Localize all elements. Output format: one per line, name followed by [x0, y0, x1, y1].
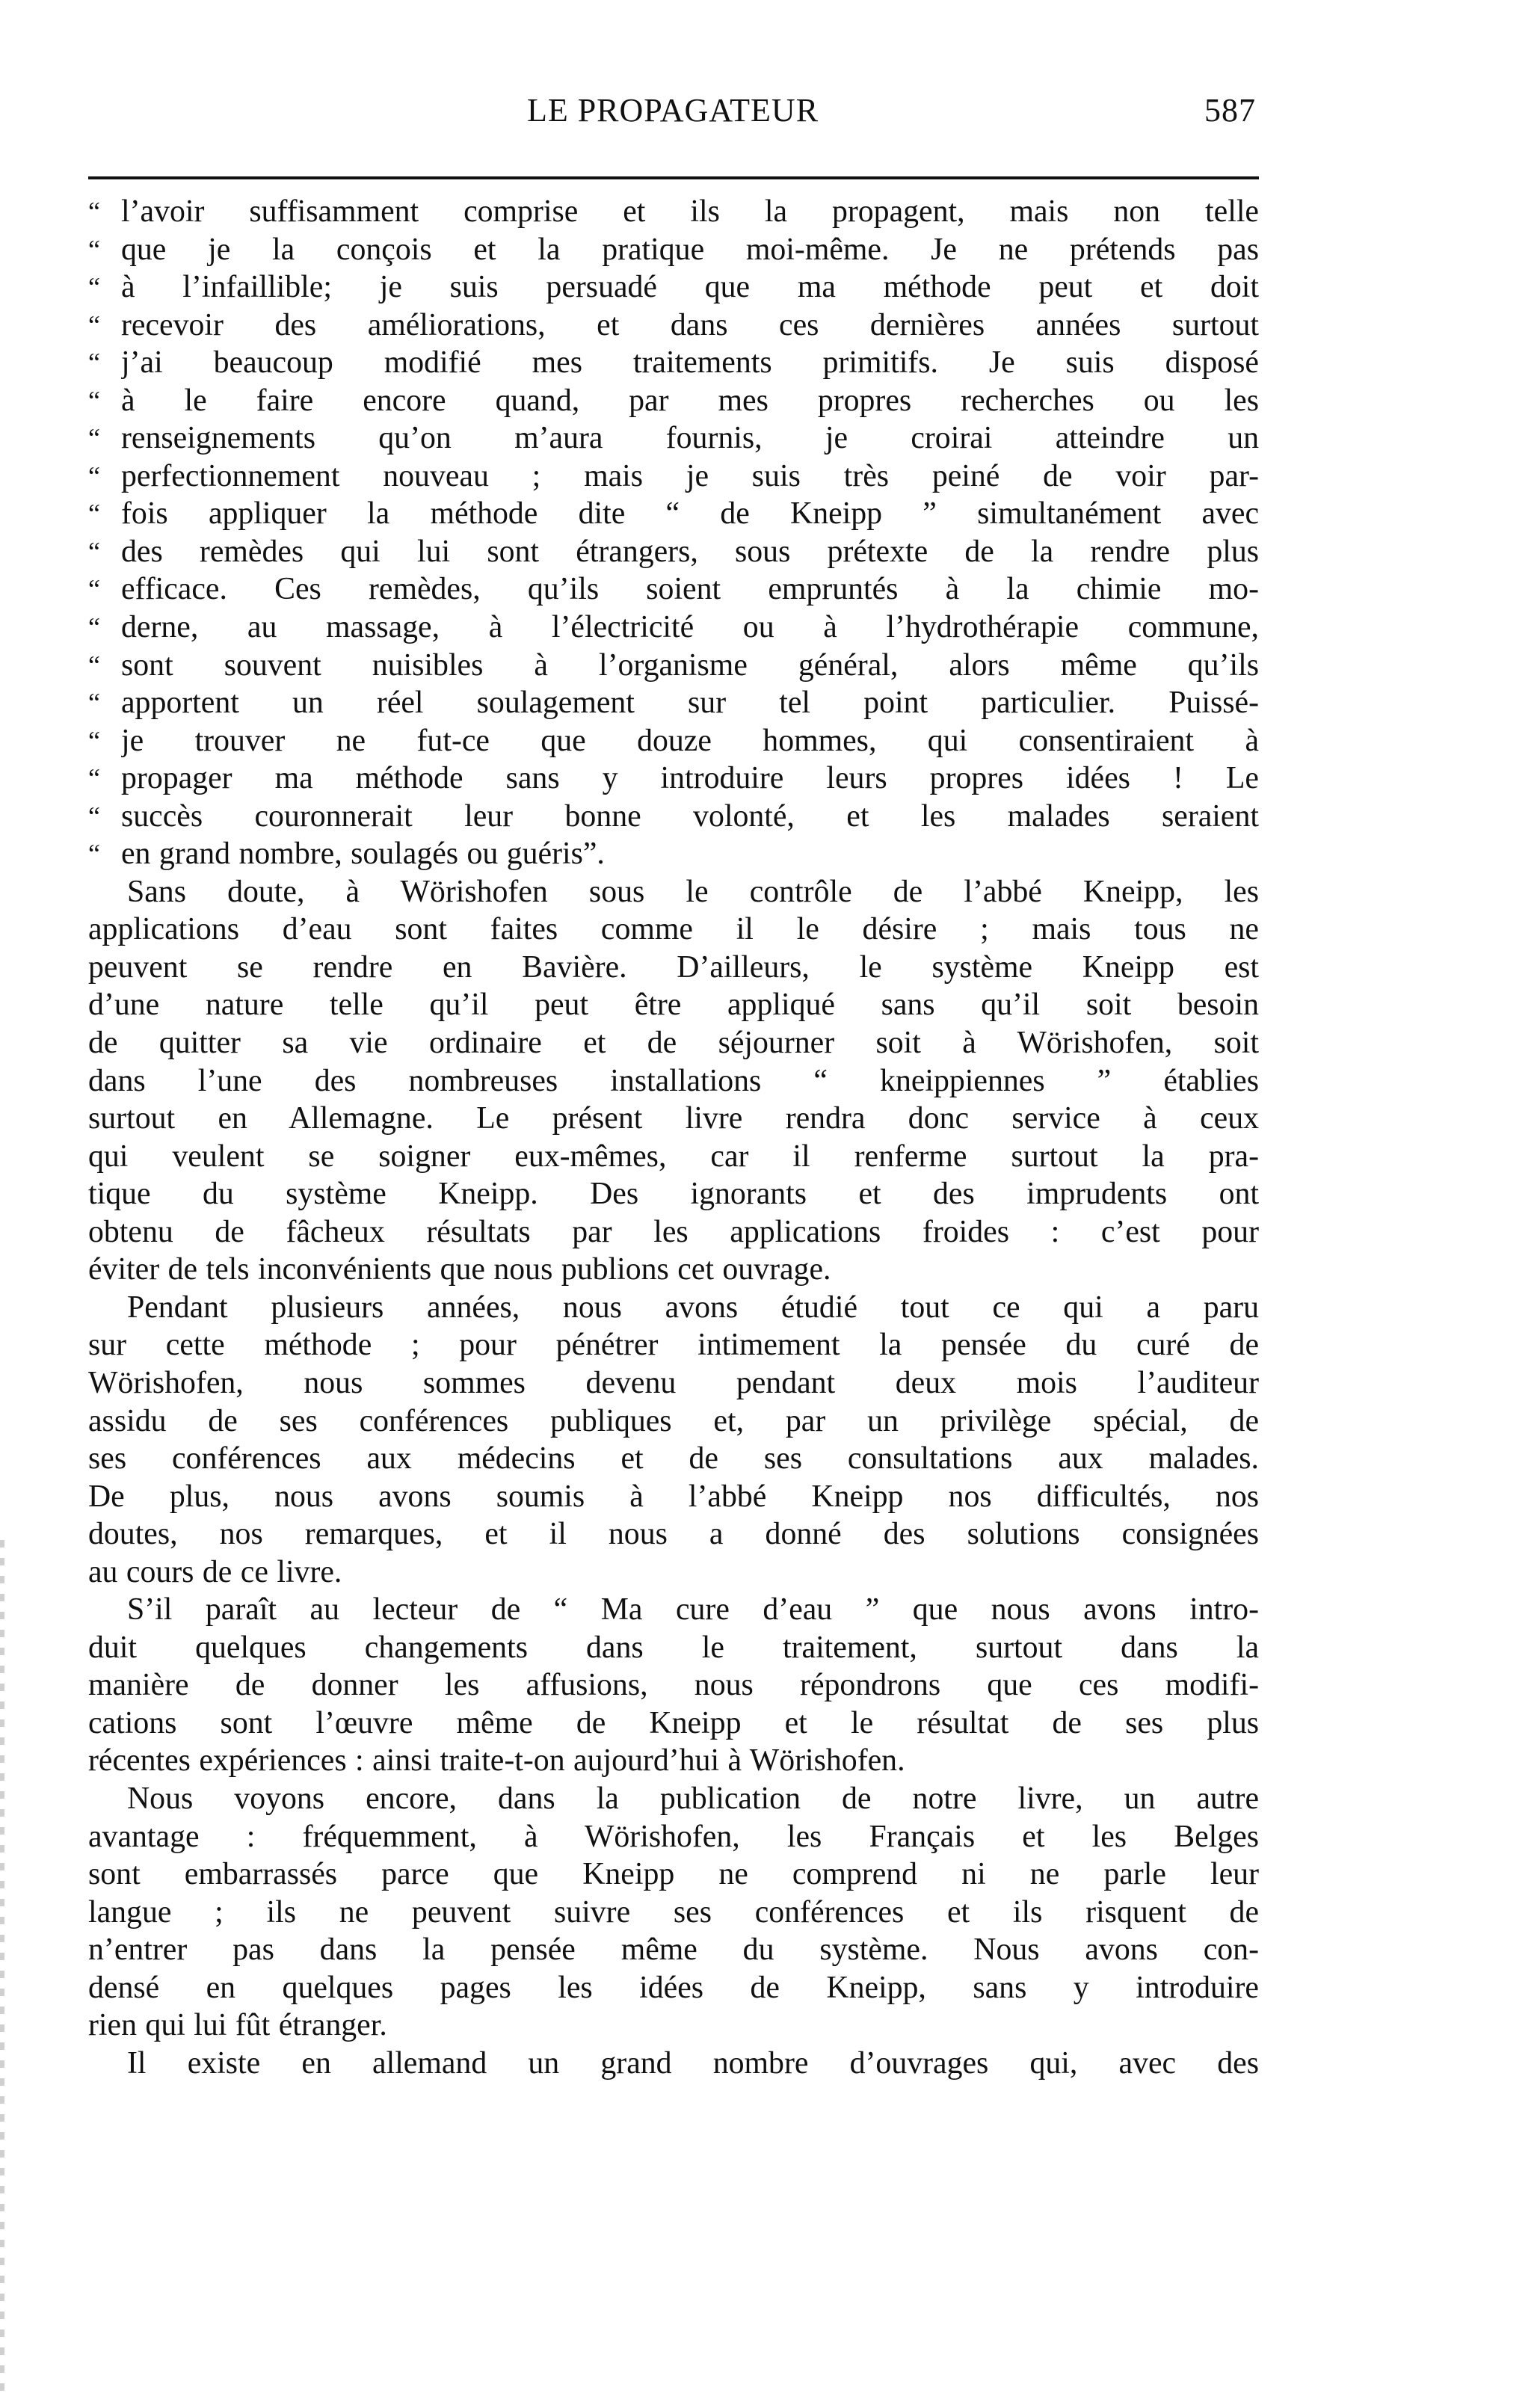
quote-line: “ recevoir des améliorations, et dans ces dernières années surtout	[88, 307, 1259, 345]
text-line: récentes expériences : ainsi traite-t-on aujourd’hui à Wörishofen.	[88, 1743, 905, 1778]
quote-line: “ j’ai beaucoup modifié mes traitements primitifs. Je suis disposé	[88, 344, 1259, 382]
quote-line: “ sont souvent nuisibles à l’organisme général, alors même qu’ils	[88, 647, 1259, 685]
quote-mark: “	[88, 650, 100, 680]
header-rule	[88, 176, 1259, 179]
quote-mark: “	[88, 725, 100, 756]
quote-line: “ je trouver ne fut-ce que douze hommes, qui consentiraient à	[88, 722, 1259, 760]
quote-line: “ l’avoir suffisamment comprise et ils la propagent, mais non telle	[88, 193, 1259, 231]
quote-mark: “	[88, 272, 100, 303]
text-line: Il existe en allemand un grand nombre d’ouvrages qui, avec des	[127, 2045, 1259, 2081]
text-line: ses conférences aux médecins et de ses consultations aux malades.	[88, 1441, 1259, 1476]
text-line: Wörishofen, nous sommes devenu pendant deux mois l’auditeur	[88, 1365, 1259, 1400]
paragraph	[88, 873, 1259, 1289]
text-line: S’il paraît au lecteur de “ Ma cure d’eau ” que nous avons intro-	[127, 1592, 1259, 1627]
quote-line: “ efficace. Ces remèdes, qu’ils soient empruntés à la chimie mo-	[88, 570, 1259, 609]
text-line: applications d’eau sont faites comme il le désire ; mais tous ne	[88, 912, 1259, 947]
quote-mark: “	[88, 688, 100, 718]
text-line: cations sont l’œuvre même de Kneipp et le résultat de ses plus	[88, 1705, 1259, 1740]
quote-line: “ renseignements qu’on m’aura fournis, je croirai atteindre un	[88, 419, 1259, 458]
quote-line: “ à l’infaillible; je suis persuadé que ma méthode peut et doit	[88, 268, 1259, 307]
quote-line: “ succès couronnerait leur bonne volonté, et les malades seraient	[88, 798, 1259, 836]
paragraph	[88, 1780, 1259, 2045]
quote-line: “ perfectionnement nouveau ; mais je suis très peiné de voir par-	[88, 458, 1259, 496]
quote-line: “ à le faire encore quand, par mes propres recherches ou les	[88, 382, 1259, 420]
text-line: langue ; ils ne peuvent suivre ses conférences et ils risquent de	[88, 1894, 1259, 1930]
text-line: duit quelques changements dans le traitement, surtout dans la	[88, 1630, 1259, 1665]
text-line: manière de donner les affusions, nous répondrons que ces modifi-	[88, 1668, 1259, 1703]
quote-line: “ fois appliquer la méthode dite “ de Kneipp ” simultanément avec	[88, 495, 1259, 533]
text-line: dans l’une des nombreuses installations “ kneippiennes ” établies	[88, 1063, 1259, 1098]
quote-mark: “	[88, 423, 100, 454]
text-line: Nous voyons encore, dans la publication de notre livre, un autre	[127, 1781, 1259, 1816]
quote-mark: “	[88, 197, 100, 227]
text-line: De plus, nous avons soumis à l’abbé Kneipp nos difficultés, nos	[88, 1479, 1259, 1514]
text-line: qui veulent se soigner eux-mêmes, car il renferme surtout la pra-	[88, 1139, 1259, 1174]
paragraph	[88, 2045, 1259, 2083]
text-line: tique du système Kneipp. Des ignorants et des imprudents ont	[88, 1177, 1259, 1212]
text-line: sur cette méthode ; pour pénétrer intimement la pensée du curé de	[88, 1328, 1259, 1363]
quote-mark: “	[88, 234, 100, 265]
quote-line: “ que je la conçois et la pratique moi-même. Je ne prétends pas	[88, 231, 1259, 269]
text-line: Sans doute, à Wörishofen sous le contrôle de l’abbé Kneipp, les	[127, 874, 1259, 909]
running-title: LE PROPAGATEUR	[526, 92, 819, 129]
scan-margin-mark	[0, 1540, 4, 2396]
text-line: obtenu de fâcheux résultats par les applications froides : c’est pour	[88, 1214, 1259, 1249]
body-text	[88, 193, 1259, 2082]
text-line: assidu de ses conférences publiques et, par un privilège spécial, de	[88, 1403, 1259, 1438]
quote-mark: “	[88, 348, 100, 378]
text-line: peuvent se rendre en Bavière. D’ailleurs, le système Kneipp est	[88, 949, 1259, 985]
quote-mark: “	[88, 839, 100, 869]
text-line: avantage : fréquemment, à Wörishofen, les Français et les Belges	[88, 1819, 1259, 1854]
page-number: 587	[1204, 92, 1256, 129]
text-line: n’entrer pas dans la pensée même du système. Nous avons con-	[88, 1932, 1259, 1968]
page-header	[90, 91, 1256, 136]
quote-mark: “	[88, 574, 100, 605]
quote-line: “ derne, au massage, à l’électricité ou à l’hydrothérapie commune,	[88, 609, 1259, 647]
text-line: au cours de ce livre.	[88, 1554, 342, 1589]
quote-mark: “	[88, 763, 100, 794]
text-line: éviter de tels inconvénients que nous publions cet ouvrage.	[88, 1252, 831, 1287]
text-line: de quitter sa vie ordinaire et de séjourner soit à Wörishofen, soit	[88, 1026, 1259, 1061]
quotation-block	[88, 193, 1259, 873]
quote-mark: “	[88, 801, 100, 831]
quote-mark: “	[88, 385, 100, 416]
quote-mark: “	[88, 499, 100, 529]
quote-line: “ propager ma méthode sans y introduire leurs propres idées ! Le	[88, 760, 1259, 798]
text-line: densé en quelques pages les idées de Kneipp, sans y introduire	[88, 1970, 1259, 2005]
text-line: d’une nature telle qu’il peut être appliqué sans qu’il soit besoin	[88, 988, 1259, 1023]
text-line: rien qui lui fût étranger.	[88, 2008, 387, 2043]
text-line: doutes, nos remarques, et il nous a donné des solutions consignées	[88, 1517, 1259, 1552]
quote-line: “ en grand nombre, soulagés ou guéris”.	[88, 835, 1259, 873]
paragraph	[88, 1289, 1259, 1591]
quote-mark: “	[88, 461, 100, 491]
quote-line: “ des remèdes qui lui sont étrangers, sous prétexte de la rendre plus	[88, 533, 1259, 571]
quote-mark: “	[88, 536, 100, 567]
paragraph	[88, 1591, 1259, 1780]
quote-mark: “	[88, 309, 100, 340]
quote-line: “ apportent un réel soulagement sur tel point particulier. Puissé-	[88, 684, 1259, 722]
quote-mark: “	[88, 612, 100, 643]
text-line: sont embarrassés parce que Kneipp ne comprend ni ne parle leur	[88, 1857, 1259, 1892]
text-line: Pendant plusieurs années, nous avons étudié tout ce qui a paru	[127, 1290, 1259, 1325]
text-line: surtout en Allemagne. Le présent livre rendra donc service à ceux	[88, 1101, 1259, 1136]
